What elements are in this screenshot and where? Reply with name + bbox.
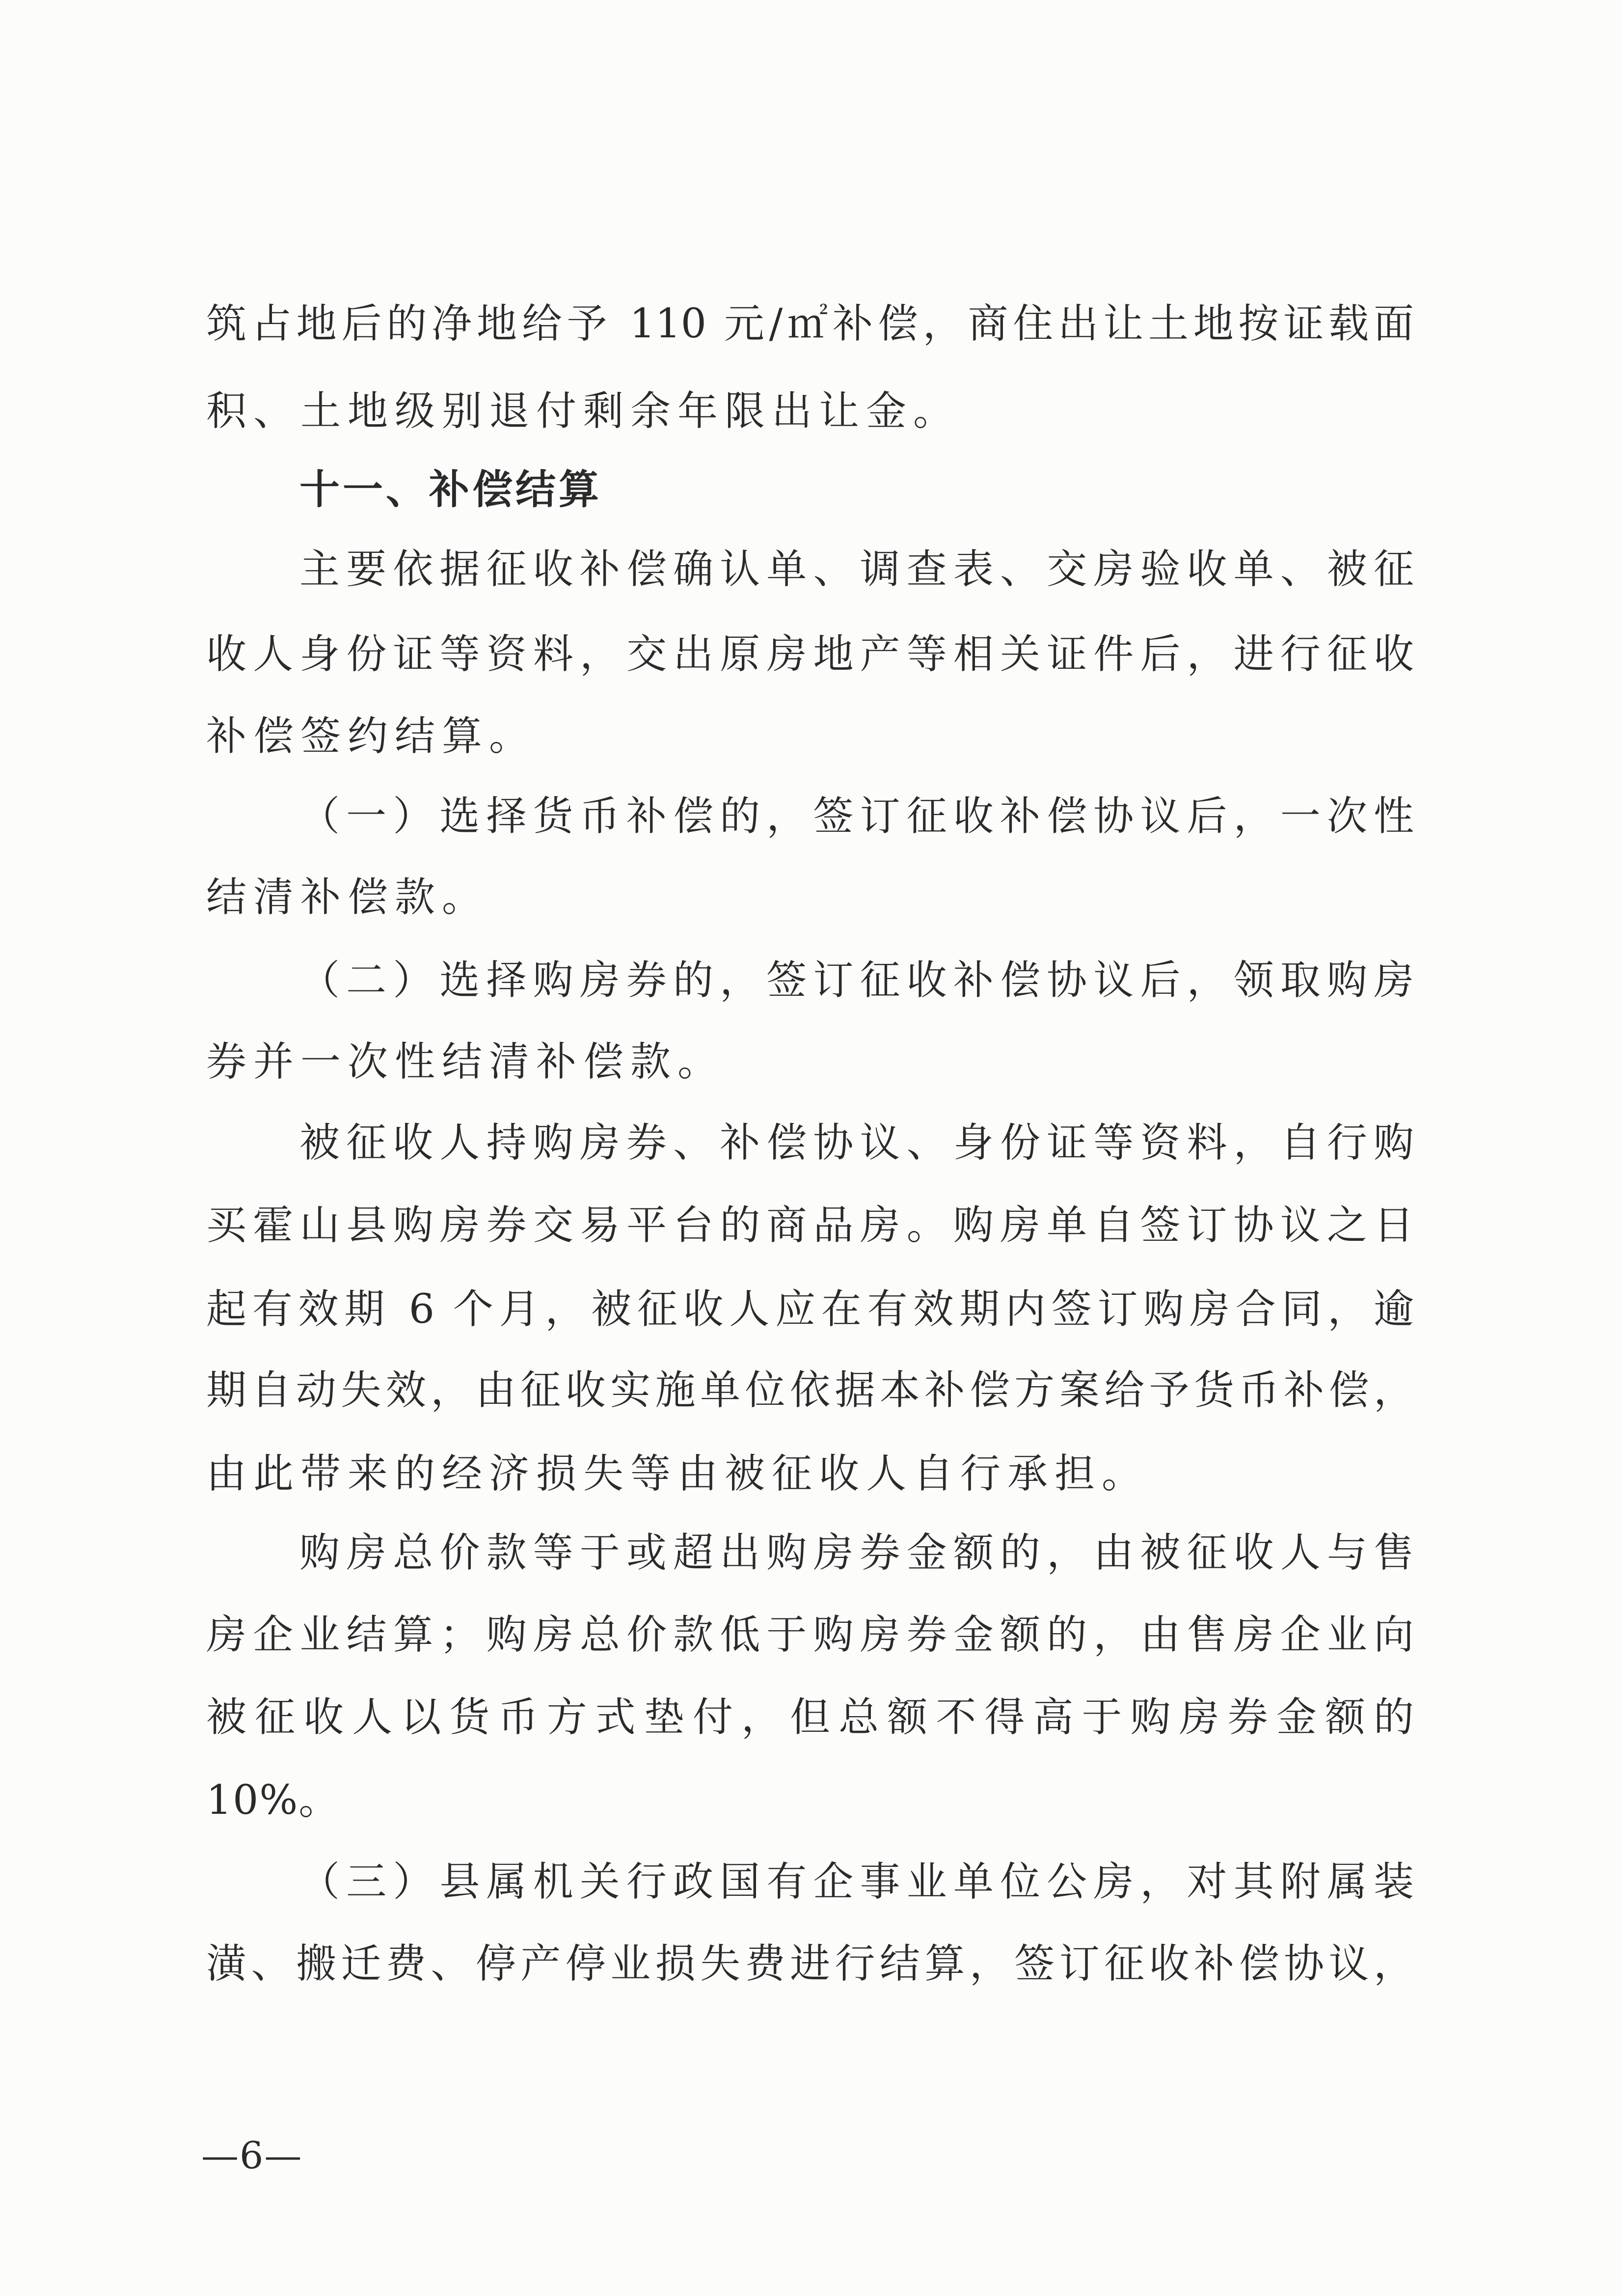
paragraph-line: 筑占地后的净地给予 110 元/㎡补偿，商住出让土地按证载面: [206, 301, 1414, 347]
paragraph-line: 起有效期 6 个月，被征收人应在有效期内签订购房合同，逾: [206, 1286, 1414, 1333]
paragraph-line: 收人身份证等资料，交出原房地产等相关证件后，进行征收: [206, 631, 1414, 678]
page-number: —6—: [201, 2133, 303, 2177]
paragraph-line: （三）县属机关行政国有企事业单位公房，对其附属装: [299, 1859, 1414, 1905]
paragraph-line: 期自动失效，由征收实施单位依据本补偿方案给予货币补偿，: [206, 1367, 1414, 1414]
paragraph-line: （二）选择购房券的，签订征收补偿协议后，领取购房: [299, 957, 1414, 1004]
paragraph-line: 房企业结算；购房总价款低于购房券金额的，由售房企业向: [206, 1612, 1414, 1658]
paragraph-line: 结清补偿款。: [206, 874, 489, 921]
paragraph-line: （一）选择货币补偿的，签订征收补偿协议后，一次性: [299, 793, 1414, 840]
paragraph-line: 被征收人以货币方式垫付，但总额不得高于购房券金额的: [206, 1694, 1414, 1741]
paragraph-line: 券并一次性结清补偿款。: [206, 1039, 725, 1085]
paragraph-line: 主要依据征收补偿确认单、调查表、交房验收单、被征: [299, 546, 1414, 593]
paragraph-line: 补偿签约结算。: [206, 713, 537, 760]
section-heading: 十一、补偿结算: [299, 466, 602, 513]
paragraph-line: 由此带来的经济损失等由被征收人自行承担。: [206, 1450, 1149, 1497]
paragraph-line: 买霍山县购房券交易平台的商品房。购房单自签订协议之日: [206, 1202, 1414, 1249]
paragraph-line: 潢、搬迁费、停产停业损失费进行结算，签订征收补偿协议，: [206, 1941, 1414, 1987]
paragraph-line: 10%。: [206, 1777, 340, 1824]
paragraph-line: 购房总价款等于或超出购房券金额的，由被征收人与售: [299, 1530, 1414, 1576]
paragraph-line: 被征收人持购房券、补偿协议、身份证等资料，自行购: [299, 1120, 1414, 1166]
paragraph-line: 积、土地级别退付剩余年限出让金。: [206, 388, 961, 435]
